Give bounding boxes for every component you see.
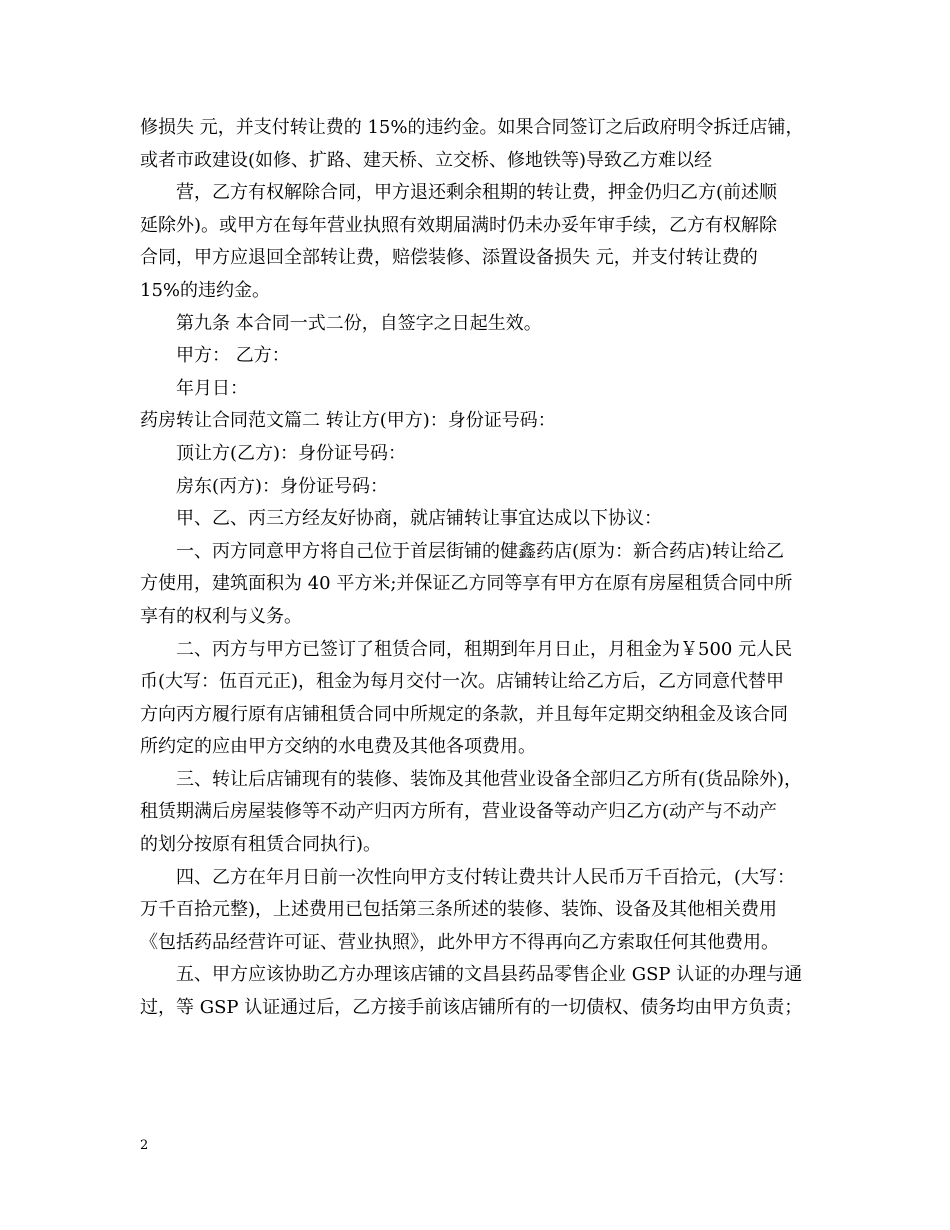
text-line: 《包括药品经营许可证、营业执照》，此外甲方不得再向乙方索取任何其他费用。	[140, 931, 779, 953]
text-line: 万千百拾元整)，上述费用已包括第三条所述的装修、装饰、设备及其他相关费用	[140, 899, 778, 921]
text-line: 所约定的应由甲方交纳的水电费及其他各项费用。	[140, 736, 536, 758]
text-line: 房东(丙方)：身份证号码：	[176, 475, 389, 497]
text-line: 第九条 本合同一式二份，自签字之日起生效。	[176, 312, 542, 334]
text-line: 药房转让合同范文篇二 转让方(甲方)：身份证号码：	[140, 410, 556, 432]
text-line: 15%的违约金。	[140, 279, 271, 301]
text-line: 合同，甲方应退回全部转让费，赔偿装修、添置设备损失 元，并支付转让费的	[140, 247, 758, 269]
text-line: 享有的权利与义务。	[140, 605, 302, 627]
page-number: 2	[140, 1138, 149, 1153]
text-line: 或者市政建设(如修、扩路、建天桥、立交桥、修地铁等)导致乙方难以经	[140, 149, 713, 171]
text-line: 顶让方(乙方)：身份证号码：	[176, 442, 407, 464]
text-line: 的划分按原有租赁合同执行)。	[140, 834, 382, 856]
text-line: 三、转让后店铺现有的装修、装饰及其他营业设备全部归乙方所有(货品除外)，	[176, 768, 803, 790]
text-line: 甲、乙、丙三方经友好协商，就店铺转让事宜达成以下协议：	[176, 508, 662, 530]
text-line: 营，乙方有权解除合同，甲方退还剩余租期的转让费，押金仍归乙方(前述顺	[176, 182, 778, 204]
text-line: 修损失 元，并支付转让费的 15%的违约金。如果合同签订之后政府明令拆迁店铺，	[140, 117, 804, 138]
document-body	[140, 112, 830, 1025]
text-line: 四、乙方在年月日前一次性向甲方支付转让费共计人民币万千百拾元，(大写：	[176, 866, 796, 888]
text-line: 年月日：	[176, 377, 248, 399]
text-line: 二、丙方与甲方已签订了租赁合同，租期到年月日止，月租金为￥500 元人民	[176, 638, 793, 660]
text-line: 一、丙方同意甲方将自己位于首层街铺的健鑫药店(原为：新合药店)转让给乙	[176, 540, 785, 562]
text-line: 租赁期满后房屋装修等不动产归丙方所有，营业设备等动产归乙方(动产与不动产	[140, 801, 778, 823]
text-line: 方向丙方履行原有店铺租赁合同中所规定的条款，并且每年定期交纳租金及该合同	[140, 703, 788, 725]
text-line: 方使用，建筑面积为 40 平方米;并保证乙方同等享有甲方在原有房屋租赁合同中所	[140, 573, 793, 595]
text-line: 过，等 GSP 认证通过后，乙方接手前该店铺所有的一切债权、债务均由甲方负责；	[140, 997, 803, 1019]
text-line: 币(大写：伍百元正)，租金为每月交付一次。店铺转让给乙方后，乙方同意代替甲	[140, 671, 785, 693]
text-line: 五、甲方应该协助乙方办理该店铺的文昌县药品零售企业 GSP 认证的办理与通	[176, 964, 803, 986]
text-line: 甲方： 乙方：	[176, 345, 290, 367]
text-line: 延除外)。或甲方在每年营业执照有效期届满时仍未办妥年审手续，乙方有权解除	[140, 214, 778, 236]
